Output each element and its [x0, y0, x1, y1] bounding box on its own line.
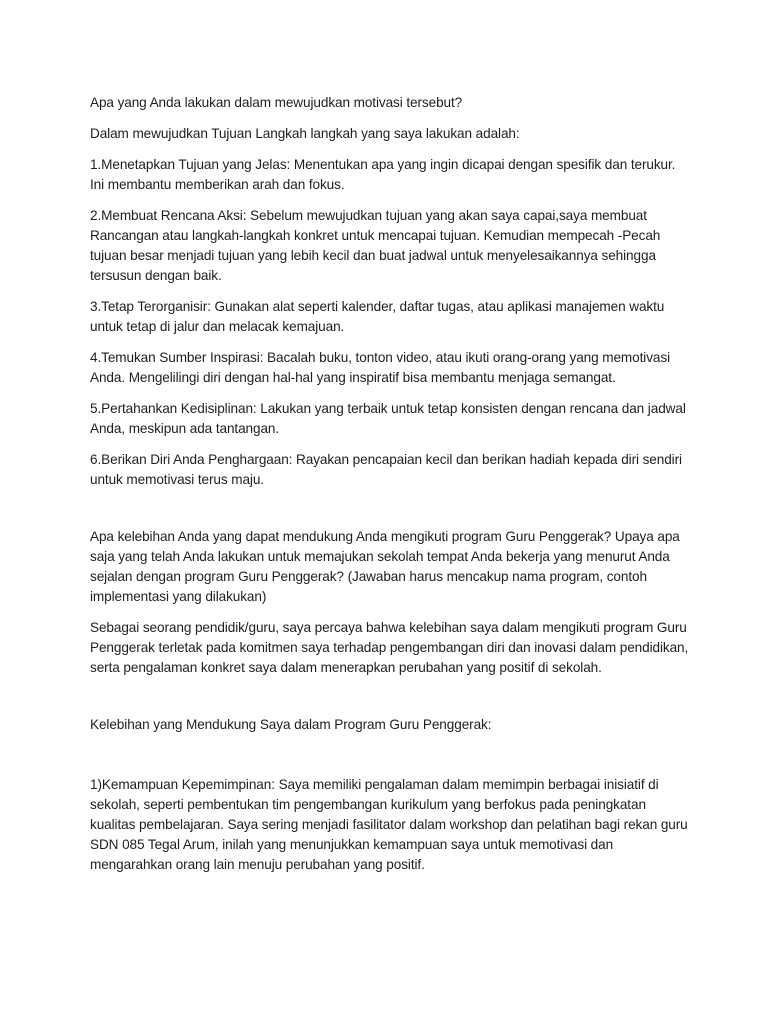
- document-page: [90, 93, 690, 886]
- step-1: 1.Menetapkan Tujuan yang Jelas: Menentukan apa yang ingin dicapai dengan spesifik dan terukur. Ini membantu memberikan arah dan fokus.: [90, 157, 676, 192]
- strength-1: 1)Kemampuan Kepemimpinan: Saya memiliki pengalaman dalam memimpin berbagai inisiatif di sekolah, seperti pembentukan tim pengembangan kurikulum yang berfokus pada peningkatan kualitas pembelajaran. Saya sering menjadi fasilitator dalam workshop dan pelatihan bagi rekan guru SDN 085 Tegal Arum, inilah yang menunjukkan kemampuan saya untuk memotivasi dan mengarahkan orang lain menuju perubahan yang positif.: [90, 777, 688, 872]
- step-5: 5.Pertahankan Kedisiplinan: Lakukan yang terbaik untuk tetap konsisten dengan rencana dan jadwal Anda, meskipun ada tantangan.: [90, 401, 686, 436]
- step-6: 6.Berikan Diri Anda Penghargaan: Rayakan pencapaian kecil dan berikan hadiah kepada diri sendiri untuk memotivasi terus maju.: [90, 452, 682, 487]
- step-2: 2.Membuat Rencana Aksi: Sebelum mewujudkan tujuan yang akan saya capai,saya membuat Rancangan atau langkah-langkah konkret untuk mencapai tujuan. Kemudian mempecah -Pecah tujuan besar menjadi tujuan yang lebih kecil dan buat jadwal untuk menyelesaikannya sehingga tersusun dengan baik.: [90, 208, 661, 283]
- strengths-heading: Kelebihan yang Mendukung Saya dalam Program Guru Penggerak:: [90, 717, 492, 732]
- step-3: 3.Tetap Terorganisir: Gunakan alat seperti kalender, daftar tugas, atau aplikasi manajemen waktu untuk tetap di jalur dan melacak kemajuan.: [90, 299, 665, 334]
- question-strengths: Apa kelebihan Anda yang dapat mendukung Anda mengikuti program Guru Penggerak? Upaya apa saja yang telah Anda lakukan untuk memajukan sekolah tempat Anda bekerja yang menurut Anda sejalan dengan program Guru Penggerak? (Jawaban harus mencakup nama program, contoh implementasi yang dilakukan): [90, 529, 680, 604]
- answer-strengths: Sebagai seorang pendidik/guru, saya percaya bahwa kelebihan saya dalam mengikuti program Guru Penggerak terletak pada komitmen saya terhadap pengembangan diri dan inovasi dalam pendidikan, serta pengalaman konkret saya dalam menerapkan perubahan yang positif di sekolah.: [90, 620, 689, 675]
- question-motivation: Apa yang Anda lakukan dalam mewujudkan motivasi tersebut?: [90, 95, 463, 110]
- step-4: 4.Temukan Sumber Inspirasi: Bacalah buku, tonton video, atau ikuti orang-orang yang memotivasi Anda. Mengelilingi diri dengan hal-hal yang inspiratif bisa membantu menjaga semangat.: [90, 350, 670, 385]
- intro-steps: Dalam mewujudkan Tujuan Langkah langkah yang saya lakukan adalah:: [90, 126, 520, 141]
